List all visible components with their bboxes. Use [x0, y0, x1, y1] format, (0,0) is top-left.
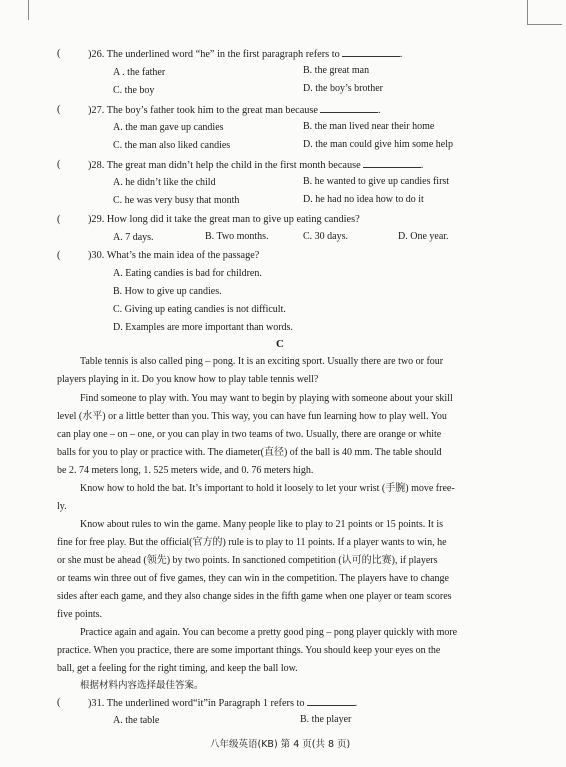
option: D. Examples are more important than words. [113, 322, 293, 333]
option: A. he didn’t like the child [113, 177, 216, 188]
passage-line: Know about rules to win the game. Many people like to play to 21 points or 15 points. It is [80, 519, 444, 530]
option: C. he was very busy that month [113, 195, 240, 206]
option: D. the man could give him some help [303, 139, 453, 150]
passage-line: or teams win three out of five games, they can win in the competition. The players have to change [57, 573, 449, 584]
option: D. he had no idea how to do it [303, 194, 424, 205]
question-stem: The great man didn’t help the child in the first month because [106, 160, 361, 171]
passage-line: or she must be ahead (领先) by two points. In sanctioned competition (认可的比赛), if players [57, 555, 438, 566]
passage-line: five points. [57, 609, 102, 620]
question-number: )26. [88, 49, 105, 60]
option: C. the man also liked candies [113, 140, 231, 151]
question-end: . [378, 105, 381, 116]
option: D. One year. [398, 231, 449, 242]
option: A. the table [113, 715, 160, 726]
option: B. the great man [303, 65, 370, 76]
question-stem: The boy’s father took him to the great man because [106, 105, 319, 116]
question-29-paren: ( [57, 214, 61, 225]
passage-line: be 2. 74 meters long, 1. 525 meters wide, and 0. 76 meters high. [57, 465, 314, 476]
option: B. Two months. [205, 231, 269, 242]
option: D. the boy’s brother [303, 83, 383, 94]
section-heading: C [276, 338, 284, 350]
question-29 [88, 213, 360, 226]
option: C. 30 days. [303, 231, 348, 242]
question-28-paren: ( [57, 159, 61, 170]
question-stem: How long did it take the great man to give up eating candies? [106, 214, 360, 225]
passage-line: practice. When you practice, there are some important things. You should keep your eyes on the [57, 645, 441, 656]
passage-line: Find someone to play with. You may want to begin by playing with someone about your skill [80, 393, 453, 404]
question-30-paren: ( [57, 250, 61, 261]
page-footer: 八年级英语(KB) 第 4 页(共 8 页) [210, 739, 351, 750]
option: A. 7 days. [113, 232, 154, 243]
question-stem: What’s the main idea of the passage? [106, 250, 260, 261]
passage-line: fine for free play. But the official(官方的) rule is to play to 11 points. If a player wants to win, he [57, 537, 447, 548]
question-number: )31. [88, 698, 105, 709]
answer-blank [342, 47, 400, 57]
question-31 [88, 696, 357, 710]
option: C. the boy [113, 85, 155, 96]
question-27-paren: ( [57, 104, 61, 115]
question-number: )27. [88, 105, 105, 116]
question-28 [88, 158, 423, 172]
passage-line: players playing in it. Do you know how to play table tennis well? [57, 374, 319, 385]
passage-line: can play one – on – one, or you can play in two teams of two. Usually, there are orange or white [57, 429, 442, 440]
passage-line: ball, get a feeling for the right timing, and keep the ball low. [57, 663, 298, 674]
question-stem: The underlined word“it”in Paragraph 1 refers to [106, 698, 305, 709]
crop-mark-right-horizontal [527, 24, 562, 25]
option: B. How to give up candies. [113, 286, 222, 297]
passage-line: ly. [57, 501, 67, 512]
question-number: )29. [88, 214, 105, 225]
question-26-paren: ( [57, 48, 61, 59]
question-27 [88, 103, 381, 117]
answer-blank [363, 158, 421, 168]
question-end: . [420, 160, 424, 171]
passage-line: balls for you to play or practice with. The diameter(直径) of the ball is 40 mm. The table should [57, 447, 442, 458]
option: B. he wanted to give up candies first [303, 176, 450, 187]
question-end: . [354, 698, 358, 709]
question-number: )30. [88, 250, 105, 261]
option: B. the player [300, 714, 352, 725]
option: A. Eating candies is bad for children. [113, 268, 262, 279]
passage-line: Practice again and again. You can become a pretty good ping – pong player quickly with more [80, 627, 458, 638]
passage-line: Know how to hold the bat. It’s important to hold it loosely to let your wrist (手腕) move free- [80, 483, 455, 494]
question-30 [88, 249, 259, 262]
question-31-paren: ( [57, 697, 61, 708]
question-stem: The underlined word “he” in the first paragraph refers to [106, 49, 340, 60]
crop-mark-right [527, 0, 528, 24]
option: C. Giving up eating candies is not difficult. [113, 304, 286, 315]
crop-mark-left [28, 0, 29, 20]
option: A. the man gave up candies [113, 122, 224, 133]
option: A . the father [113, 67, 166, 78]
instruction: 根据材料内容选择最佳答案。 [80, 680, 204, 691]
passage-line: level (水平) or a little better than you. This way, you can have fun learning how to play well. You [57, 411, 447, 422]
answer-blank [320, 103, 378, 113]
passage-line: sides after each game, and they also change sides in the fifth game when one player or team scores [57, 591, 452, 602]
option: B. the man lived near their home [303, 121, 435, 132]
question-26 [88, 47, 402, 61]
question-end: . [399, 49, 403, 60]
question-number: )28. [88, 160, 105, 171]
answer-blank [307, 696, 355, 706]
passage-line: Table tennis is also called ping – pong. It is an exciting sport. Usually there are two or four [80, 356, 444, 367]
